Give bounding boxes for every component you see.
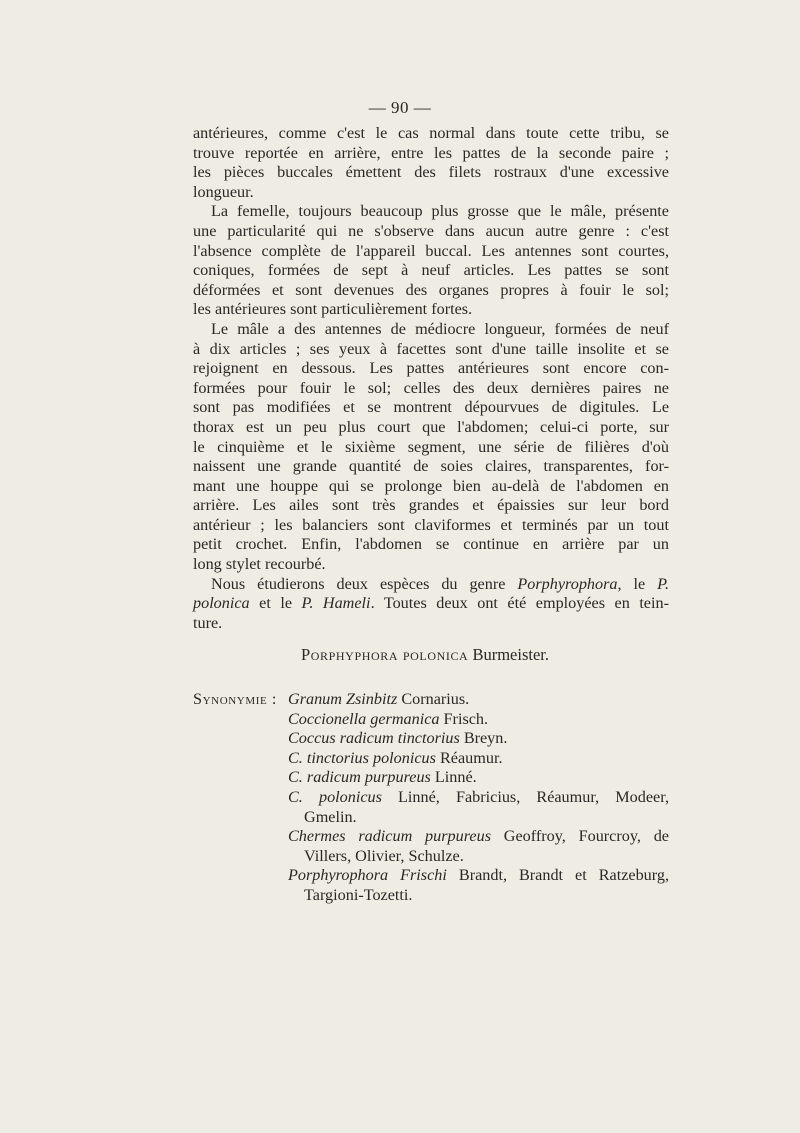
synonym-author: Linné. (434, 768, 477, 787)
synonym-name: C. polonicus (288, 787, 382, 806)
text-line: long stylet recourbé. (193, 555, 326, 574)
body-text (193, 124, 669, 633)
synonym-entry (288, 729, 669, 749)
text-line: La femelle, toujours beaucoup plus grosse que le mâle, présente (211, 202, 669, 221)
text-line: rejoignent en dessous. Les pattes antérieures sont encore con- (193, 359, 669, 378)
text-line: antérieures, comme c'est le cas normal dans toute cette tribu, se (193, 124, 669, 142)
synonymy-label: Synonymie : (193, 690, 278, 708)
text-line: antérieur ; les balanciers sont claviformes et terminés par un tout (193, 515, 669, 534)
text-line: les pièces buccales émettent des filets rostraux d'une excessive (193, 163, 669, 182)
synonym-name: Granum Zsinbitz (288, 690, 398, 708)
genus-name: Porphyrophora, (517, 574, 622, 593)
text-line: l'absence complète de l'appareil buccal. Les antennes sont courtes, (193, 241, 669, 260)
synonym-continuation: Targioni-Tozetti. (304, 885, 413, 904)
text-line: sont pas modifiées et se montrent dépourvues de digitules. Le (193, 398, 669, 417)
species-abbrev: P. (657, 574, 669, 593)
text-span: Nous étudierons deux espèces du genre (211, 574, 518, 593)
synonym-first-line (288, 827, 669, 847)
synonym-entry (288, 768, 669, 788)
text-line: coniques, formées de sept à neuf articles. Les pattes se sont (193, 261, 669, 280)
text-line: arrière. Les ailes sont très grandes et épaissies sur leur bord (193, 496, 669, 515)
synonym-author: Brandt, Brandt et Ratzeburg, (458, 866, 669, 885)
text-line: déformées et sont devenues des organes propres à fouir le sol; (193, 280, 669, 299)
text-line: une particularité qui ne s'observe dans aucun autre genre : c'est (193, 221, 669, 240)
synonym-entry (288, 866, 669, 905)
synonym-entry (288, 749, 669, 769)
page-number: — 90 — (368, 98, 432, 117)
text-line: les antérieures sont particulièrement fortes. (193, 300, 473, 319)
synonym-author: Réaumur. (440, 748, 503, 767)
text-span: le (621, 574, 658, 593)
text-line: ture. (193, 613, 223, 632)
synonym-first-line (288, 788, 669, 808)
synonym-name: C. tinctorius polonicus (288, 748, 436, 767)
synonym-continuation: Gmelin. (304, 807, 357, 826)
text-line: longueur. (193, 182, 254, 201)
species-title: Porphyphora polonica (301, 645, 469, 664)
synonym-entry (288, 827, 669, 866)
synonym-entry (288, 710, 669, 730)
text-span: . Toutes deux ont été employées en tein- (370, 594, 669, 613)
species-name: polonica (193, 594, 250, 613)
synonym-author: Geoffroy, Fourcroy, de (503, 827, 669, 846)
species-author: Burmeister. (472, 645, 549, 664)
synonym-entry (288, 690, 669, 710)
synonym-name: Coccionella germanica (288, 709, 440, 728)
synonym-entry (288, 788, 669, 827)
text-line: naissent une grande quantité de soies claires, transparentes, for- (193, 457, 669, 476)
synonym-author: Linné, Fabricius, Réaumur, Modeer, (398, 787, 669, 806)
species-name: P. Hameli (301, 594, 371, 613)
text-line (193, 594, 669, 614)
synonym-continuation: Villers, Olivier, Schulze. (304, 846, 464, 865)
species-heading (0, 645, 800, 665)
text-line: formées pour fouir le sol; celles des deux dernières paires ne (193, 378, 669, 397)
text-line: le cinquième et le sixième segment, une série de filières d'où (193, 437, 669, 456)
text-line: trouve reportée en arrière, entre les pattes de la seconde paire ; (193, 143, 669, 162)
synonym-author: Frisch. (443, 709, 489, 728)
synonym-name: Coccus radicum tinctorius (288, 729, 460, 748)
synonym-name: Chermes radicum purpureus (288, 827, 492, 846)
synonym-name: Porphyrophora Frischi (288, 866, 447, 885)
synonymy-list (288, 690, 669, 906)
text-line: mant une houppe qui se prolonge bien au-delà de l'abdomen en (193, 476, 669, 495)
synonym-author: Breyn. (463, 729, 508, 748)
text-line: petit crochet. Enfin, l'abdomen se continue en arrière par un (193, 535, 669, 554)
synonym-name: C. radicum purpureus (288, 768, 431, 787)
text-line (193, 575, 669, 595)
text-line: Le mâle a des antennes de médiocre longueur, formées de neuf (211, 319, 669, 338)
text-line: à dix articles ; ses yeux à facettes sont d'une taille insolite et se (193, 339, 669, 358)
synonym-first-line (288, 866, 669, 886)
text-span: et le (249, 594, 302, 613)
synonym-author: Cornarius. (401, 690, 470, 708)
text-line: thorax est un peu plus court que l'abdomen; celui-ci porte, sur (193, 417, 669, 436)
